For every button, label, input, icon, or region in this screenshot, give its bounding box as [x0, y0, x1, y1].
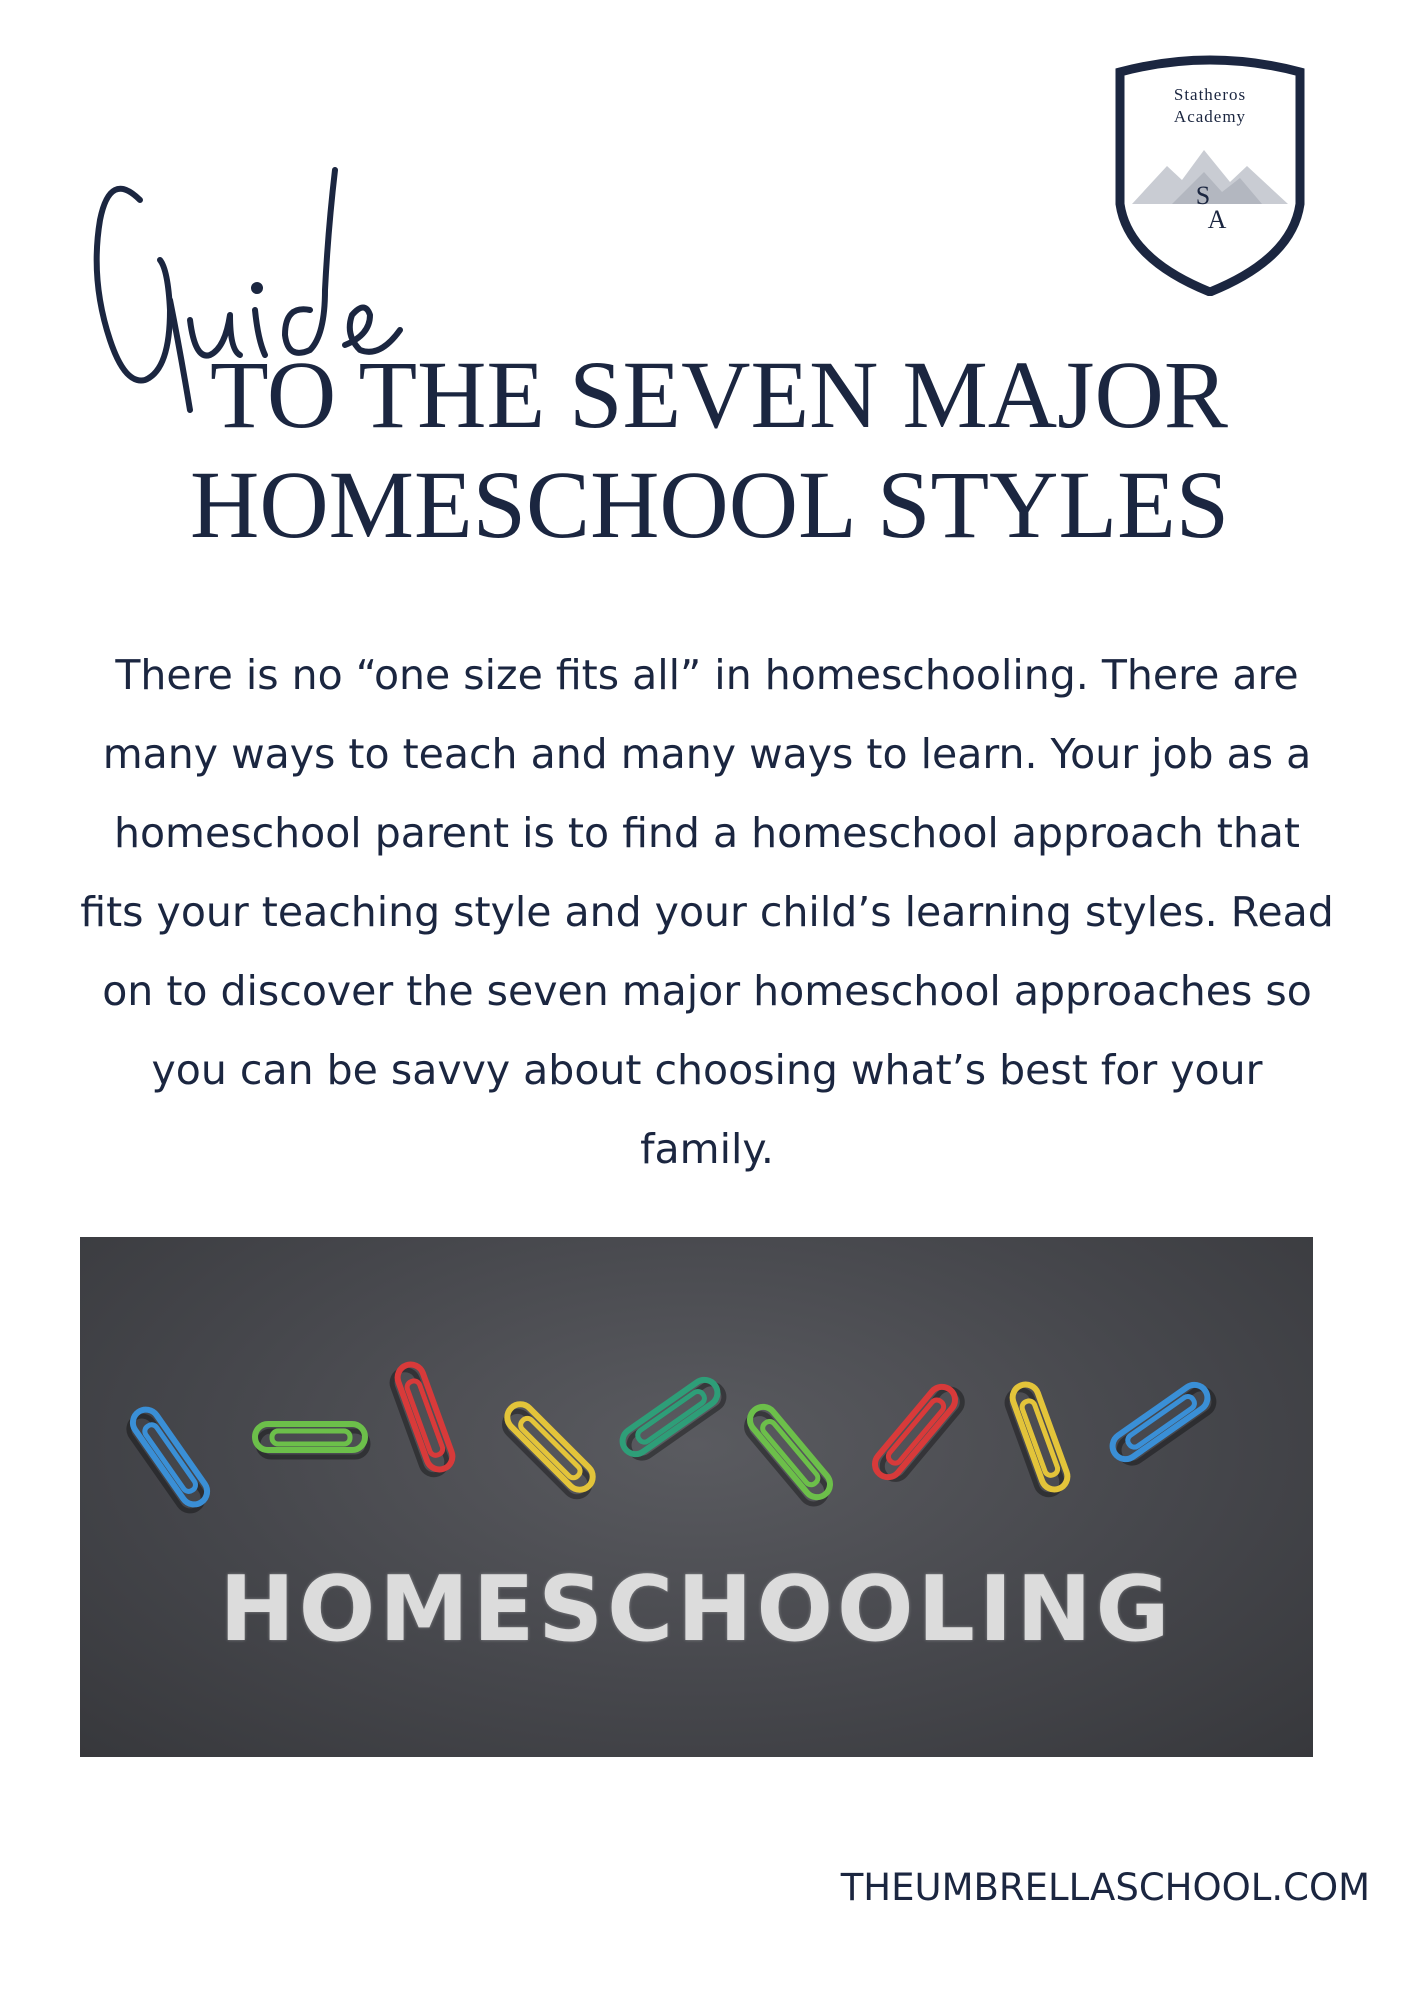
paperclip	[387, 1361, 457, 1478]
footer-url[interactable]: THEUMBRELLASCHOOL.COM	[840, 1866, 1370, 1909]
paperclip	[1107, 1378, 1218, 1470]
title-line-1: TO THE SEVEN MAJOR	[210, 341, 1228, 448]
crest-text	[1112, 84, 1308, 128]
monogram-a: A	[1207, 205, 1227, 234]
academy-crest-logo	[1112, 54, 1308, 296]
paperclips-illustration	[80, 1237, 1313, 1757]
page-title	[190, 340, 1250, 560]
paperclip	[497, 1399, 600, 1502]
paperclip	[122, 1404, 214, 1515]
crest-monogram	[1112, 181, 1308, 234]
intro-paragraph: There is no “one size fits all” in homeschooling. There are many ways to teach and many ways to learn. Your job as a homeschool parent is to find a homeschool approach that fits your teaching style and your child’s learning styles. Read on to discover the seven major homeschool approaches so you can be savvy about choosing what’s best for your family.	[80, 651, 1334, 1173]
crest-line-2: Academy	[1173, 107, 1247, 126]
homeschooling-photo	[80, 1237, 1313, 1757]
monogram-s: S	[1195, 181, 1211, 210]
paperclip	[870, 1379, 968, 1487]
paperclip	[255, 1424, 368, 1457]
paperclip	[739, 1402, 837, 1510]
paperclip	[1002, 1381, 1072, 1498]
photo-chalk-word: HOMESCHOOLING	[219, 1557, 1174, 1662]
crest-line-1: Statheros	[1173, 85, 1247, 104]
paperclip	[617, 1373, 728, 1465]
title-line-2: HOMESCHOOL STYLES	[190, 451, 1230, 558]
